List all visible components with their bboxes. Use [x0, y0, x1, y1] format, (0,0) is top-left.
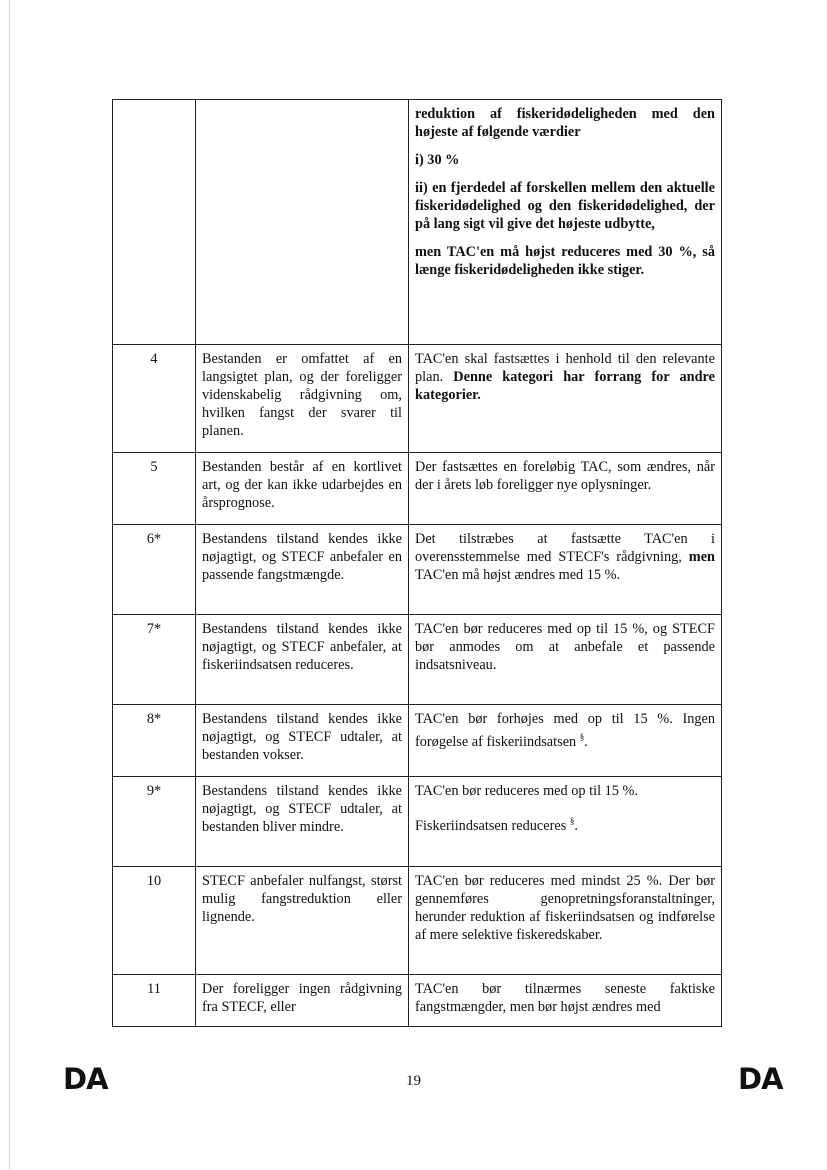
action-cell	[409, 777, 722, 867]
table-row-4	[113, 345, 722, 453]
table-row-6	[113, 525, 722, 615]
action-text-end: .	[574, 817, 578, 834]
condition-cell: Bestandens tilstand kendes ikke nøjagtigt, og STECF udtaler, at bestanden bliver mindre.	[196, 777, 409, 867]
table-row-continuation	[113, 100, 722, 345]
table-row-5	[113, 453, 722, 525]
category-number: 10	[113, 867, 196, 975]
action-text-bold: men	[688, 549, 715, 565]
category-number: 8*	[113, 705, 196, 777]
action-paragraph: i) 30 %	[415, 152, 460, 168]
action-cell	[409, 345, 722, 453]
condition-cell: Bestanden er omfattet af en langsigtet plan, og der foreligger videnskabelig rådgivning om, hvilken fangst der svarer til planen.	[196, 345, 409, 453]
footnote-marker: §	[569, 816, 575, 826]
condition-cell: Bestandens tilstand kendes ikke nøjagtigt, og STECF udtaler, at bestanden vokser.	[196, 705, 409, 777]
action-paragraph: men TAC'en må højst reduceres med 30 %, så længe fiskeridødeligheden ikke stiger.	[415, 244, 715, 278]
page-number: 19	[406, 1073, 421, 1089]
action-cell	[409, 705, 722, 777]
action-paragraph: TAC'en bør reduceres med op til 15 %.	[415, 783, 638, 799]
category-number: 4	[113, 345, 196, 453]
action-text: Det tilstræbes at fastsætte TAC'en i overensstemmelse med STECF's rådgivning,	[415, 531, 715, 565]
action-cell: Der fastsættes en foreløbig TAC, som ændres, når der i årets løb foreligger nye oplysninger.	[409, 453, 722, 525]
category-number: 9*	[113, 777, 196, 867]
language-code-right: DA	[738, 1062, 783, 1096]
action-cell: TAC'en bør tilnærmes seneste faktiske fangstmængder, men bør højst ændres med	[409, 975, 722, 1027]
category-number: 6*	[113, 525, 196, 615]
category-number: 7*	[113, 615, 196, 705]
language-code-left: DA	[63, 1062, 108, 1096]
action-cell: TAC'en bør reduceres med mindst 25 %. Der bør gennemføres genopretningsforanstaltninger, herunder reduktion af fiskeriindsatsen og indførelse af mere selektive fiskeredskaber.	[409, 867, 722, 975]
scan-edge-line	[9, 0, 10, 1170]
table-row-9	[113, 777, 722, 867]
action-text-bold: Denne kategori har forrang for andre kategorier.	[415, 369, 715, 403]
condition-cell	[196, 100, 409, 345]
table-row-10	[113, 867, 722, 975]
action-cell	[409, 525, 722, 615]
condition-cell: Bestanden består af en kortlivet art, og der kan ikke udarbejdes en årsprognose.	[196, 453, 409, 525]
action-paragraph: reduktion af fiskeridødeligheden med den højeste af følgende værdier	[415, 106, 715, 140]
tac-category-table	[112, 99, 722, 1027]
category-number: 5	[113, 453, 196, 525]
condition-cell: Bestandens tilstand kendes ikke nøjagtigt, og STECF anbefaler, at fiskeriindsatsen reduceres.	[196, 615, 409, 705]
condition-cell: STECF anbefaler nulfangst, størst mulig fangstreduktion eller lignende.	[196, 867, 409, 975]
action-text: TAC'en skal fastsættes i henhold til den relevante plan.	[415, 351, 715, 385]
action-text-end: .	[584, 733, 588, 750]
condition-cell: Der foreligger ingen rådgivning fra STECF, eller	[196, 975, 409, 1027]
category-number: 11	[113, 975, 196, 1027]
category-number	[113, 100, 196, 345]
table-row-8	[113, 705, 722, 777]
action-text: TAC'en bør forhøjes med op til 15 %. Ingen forøgelse af fiskeriindsatsen	[415, 711, 715, 750]
action-text-tail: TAC'en må højst ændres med 15 %.	[415, 567, 621, 583]
table-row-7	[113, 615, 722, 705]
footnote-marker: §	[579, 732, 585, 742]
action-paragraph: ii) en fjerdedel af forskellen mellem den aktuelle fiskeridødelighed og den fiskeridødelighed, der på lang sigt vil give det højeste udbytte,	[415, 180, 715, 232]
condition-cell: Bestandens tilstand kendes ikke nøjagtigt, og STECF anbefaler en passende fangstmængde.	[196, 525, 409, 615]
action-cell	[409, 100, 722, 345]
action-paragraph	[415, 812, 715, 835]
action-cell: TAC'en bør reduceres med op til 15 %, og STECF bør anmodes om at anbefale et passende indsatsniveau.	[409, 615, 722, 705]
action-text: Fiskeriindsatsen reduceres	[415, 817, 567, 834]
table-row-11	[113, 975, 722, 1027]
